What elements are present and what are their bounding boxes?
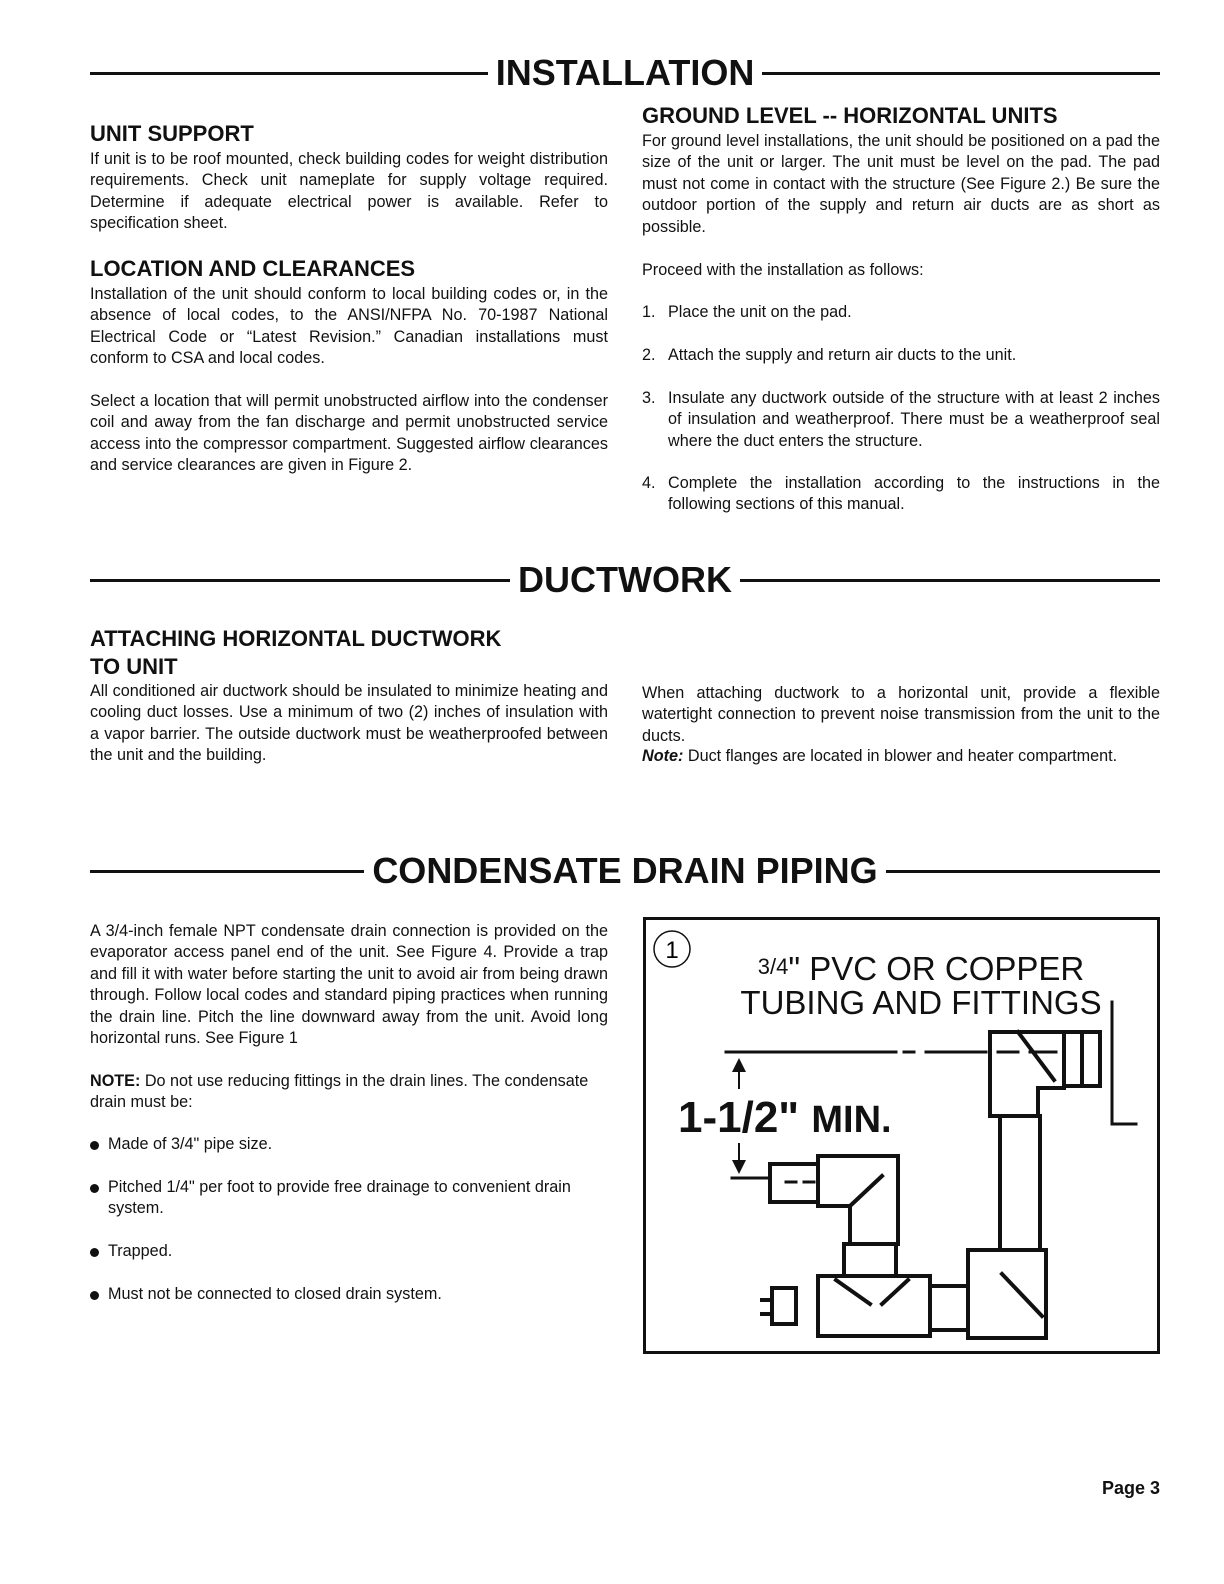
minimum-drop-dimension — [678, 1093, 892, 1142]
condensate-title: CONDENSATE DRAIN PIPING — [372, 850, 878, 891]
drain-requirement-3 — [90, 1241, 608, 1262]
ductwork-title: DUCTWORK — [518, 559, 732, 600]
ductwork-section-title — [90, 559, 1160, 600]
ductwork-paragraph-2: When attaching ductwork to a horizontal unit, provide a flexible watertight connection to prevent noise transmission from the unit to the ducts. — [642, 684, 1160, 745]
ductwork-paragraph-1: All conditioned air ductwork should be insulated to minimize heating and cooling duct losses. Use a minimum of two (2) inches of insulation with a vapor barrier. The outside ductwork must be weatherproofed between the unit and the building. — [90, 682, 608, 765]
step-text: Complete the installation according to the instructions in the following sections of this manual. — [668, 474, 1160, 514]
bullet-text: Pitched 1/4" per foot to provide free drainage to convenient drain system. — [108, 1178, 571, 1218]
installation-title: INSTALLATION — [495, 52, 755, 93]
unit-support-heading: UNIT SUPPORT — [90, 121, 254, 146]
installation-section-title — [90, 52, 1160, 93]
figure-number: 1 — [665, 937, 679, 964]
trap-tee-diagonal-left — [836, 1280, 870, 1304]
bullet-icon — [90, 1184, 99, 1193]
step-number: 4. — [642, 474, 656, 492]
trap-neck — [844, 1244, 896, 1276]
drain-requirement-1 — [90, 1134, 608, 1155]
unit-support-text: If unit is to be roof mounted, check building codes for weight distribution requirements. Check unit nameplate for supply voltage required. Determine if adequate electrical power is available. Refer to specification sheet. — [90, 150, 608, 233]
upper-elbow-diagonal — [1018, 1032, 1054, 1080]
condensate-paragraph: A 3/4-inch female NPT condensate drain connection is provided on the evaporator access panel end of the unit. See Figure 4. Provide a trap and fill it with water before starting the unit to avoid air from being drawn through. Follow local codes and standard piping practices when running the drain line. Pitch the line downward away from the unit. Avoid long horizontal runs. See Figure 1 — [90, 922, 608, 1048]
bullet-icon — [90, 1291, 99, 1300]
dimension-arrow-up-icon — [732, 1058, 746, 1072]
bullet-text: Trapped. — [108, 1242, 173, 1260]
horizontal-connector — [930, 1286, 968, 1330]
install-step-1 — [642, 302, 1160, 323]
ground-level-paragraph-2: Proceed with the installation as follows: — [642, 261, 924, 279]
ductwork-heading-line-1: ATTACHING HORIZONTAL DUCTWORK — [90, 626, 502, 651]
note-text: Do not use reducing fittings in the drain lines. The condensate drain must be: — [90, 1072, 589, 1112]
location-paragraph-1: Installation of the unit should conform to local building codes or, in the absence of local codes, to the ANSI/NFPA No. 70-1987 National Electrical Code or “Latest Revision.” Canadian installations must conform to CSA and local codes. — [90, 285, 608, 368]
title-rule-right — [740, 579, 1160, 582]
title-rule-left — [90, 72, 488, 75]
note-text: Duct flanges are located in blower and heater compartment. — [683, 747, 1118, 765]
bullet-text: Must not be connected to closed drain system. — [108, 1285, 442, 1303]
step-number: 3. — [642, 389, 656, 407]
title-rule-left — [90, 870, 364, 873]
cleanout-plug — [772, 1288, 796, 1324]
drain-requirement-2 — [90, 1177, 608, 1220]
ground-level-heading: GROUND LEVEL -- HORIZONTAL UNITS — [642, 103, 1058, 128]
note-label: NOTE: — [90, 1072, 141, 1090]
install-step-4 — [642, 473, 1160, 516]
condensate-note — [90, 1071, 608, 1114]
page-number: Page 3 — [1101, 1478, 1160, 1498]
ductwork-heading-line-2: TO UNIT — [90, 654, 178, 679]
drain-requirement-4 — [90, 1284, 608, 1305]
install-step-2 — [642, 345, 1160, 366]
note-label: Note: — [642, 747, 684, 765]
dimension-value: 1-1/2" — [678, 1093, 800, 1142]
dimension-arrow-down-icon — [732, 1160, 746, 1174]
install-step-3 — [642, 388, 1160, 452]
figure-title-line-1 — [716, 948, 1126, 988]
dimension-unit: MIN. — [811, 1099, 892, 1141]
vertical-riser — [1000, 1116, 1040, 1250]
bullet-icon — [90, 1141, 99, 1150]
figure-title-line-1-text: " PVC OR COPPER — [788, 950, 1085, 987]
bullet-icon — [90, 1248, 99, 1257]
condensate-section-title — [90, 850, 1160, 891]
ground-level-paragraph-1: For ground level installations, the unit should be positioned on a pad the size of the unit or larger. The unit must be level on the pad. The pad must not come in contact with the structure (See Figure 2.) Be sure the outdoor portion of the supply and return air ducts are as short as possible. — [642, 132, 1160, 236]
figure-title-fraction: 3/4 — [757, 954, 789, 979]
trap-tee — [818, 1276, 930, 1336]
location-paragraph-2: Select a location that will permit unobstructed airflow into the condenser coil and away from the fan discharge and permit unobstructed service access into the compressor compartment. Suggested airflow clearances and service clearances are given in Figure 2. — [90, 392, 608, 475]
figure-title-line-2: TUBING AND FITTINGS — [740, 984, 1102, 1021]
title-rule-left — [90, 579, 510, 582]
step-number: 2. — [642, 346, 656, 364]
lower-right-elbow-diagonal — [1002, 1274, 1042, 1316]
bullet-text: Made of 3/4" pipe size. — [108, 1135, 273, 1153]
step-number: 1. — [642, 303, 656, 321]
step-text: Place the unit on the pad. — [668, 303, 852, 321]
lower-right-elbow — [968, 1250, 1046, 1338]
step-text: Attach the supply and return air ducts to the unit. — [668, 346, 1017, 364]
location-heading: LOCATION AND CLEARANCES — [90, 256, 416, 281]
step-text: Insulate any ductwork outside of the structure with at least 2 inches of insulation and weatherproof. There must be a weatherproof seal where the duct enters the structure. — [668, 389, 1160, 450]
trap-tee-diagonal-right — [882, 1280, 908, 1304]
trap-upper-diagonal — [850, 1176, 882, 1206]
figure-1-drain-trap — [643, 917, 1160, 1354]
title-rule-right — [886, 870, 1160, 873]
title-rule-right — [762, 72, 1160, 75]
ductwork-note — [642, 746, 1182, 767]
